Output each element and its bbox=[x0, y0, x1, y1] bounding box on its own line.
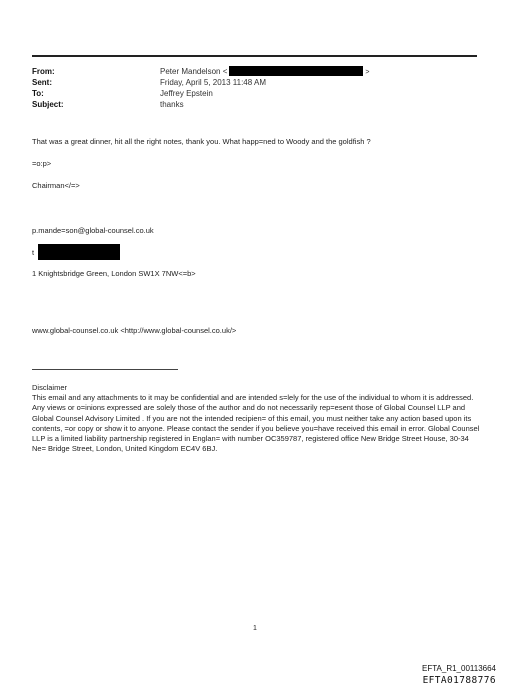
signature-website: www.global-counsel.co.uk <http://www.global-counsel.co.uk/> bbox=[32, 326, 237, 335]
phone-prefix: t bbox=[32, 247, 35, 257]
from-value bbox=[160, 66, 369, 77]
signature-phone bbox=[32, 244, 120, 260]
subject-label: Subject: bbox=[32, 100, 64, 109]
disclaimer-text: This email and any attachments to it may be confidential and are intended s=lely for the use of the individual to whom it is addressed. Any views or o=inions expressed are solely those of the author and do not necessarily rep=esent those of Global Counsel LLP and Global Counsel Advisory Limited . If you are not the intended recipien= of this email, you must neither take any action based upon its contents, =or copy or show it to anyone. Please contact the sender if you believe you=have received this email in error. Global Counsel LLP is a limited liability partnership registered in Englan= with number OC359787, registered office New Bridge Street House, 30-34 Ne= Bridge Street, London, United Kingdom EC4V 6BJ. bbox=[32, 393, 480, 454]
chairman-text: Chairman</=> bbox=[32, 181, 80, 190]
redaction-box bbox=[229, 66, 363, 76]
signature-address: 1 Knightsbridge Green, London SW1X 7NW<=b> bbox=[32, 269, 196, 278]
message-text: That was a great dinner, hit all the right notes, thank you. What happ=ned to Woody and the goldfish ? bbox=[32, 137, 371, 146]
from-label: From: bbox=[32, 67, 55, 76]
sent-value: Friday, April 5, 2013 11:48 AM bbox=[160, 78, 266, 87]
to-label: To: bbox=[32, 89, 44, 98]
from-name: Peter Mandelson < bbox=[160, 67, 228, 76]
disclaimer-block bbox=[32, 383, 484, 454]
signature-divider bbox=[32, 369, 178, 370]
from-close: > bbox=[365, 69, 370, 76]
subject-value: thanks bbox=[160, 100, 184, 109]
sent-row bbox=[32, 77, 472, 88]
sent-label: Sent: bbox=[32, 78, 52, 87]
bates-number-secondary: EFTA01788776 bbox=[422, 675, 496, 686]
to-row bbox=[32, 88, 472, 99]
phone-redaction-box bbox=[38, 244, 120, 260]
from-row bbox=[32, 66, 472, 77]
email-header bbox=[32, 66, 472, 110]
header-rule bbox=[32, 55, 477, 57]
signature-email: p.mande=son@global-counsel.co.uk bbox=[32, 226, 154, 235]
bates-number-primary: EFTA_R1_00113664 bbox=[422, 664, 496, 673]
to-value: Jeffrey Epstein bbox=[160, 89, 213, 98]
page-number: 1 bbox=[253, 625, 257, 632]
op-text: =o:p> bbox=[32, 159, 52, 168]
subject-row bbox=[32, 99, 472, 110]
disclaimer-title: Disclaimer bbox=[32, 383, 68, 392]
